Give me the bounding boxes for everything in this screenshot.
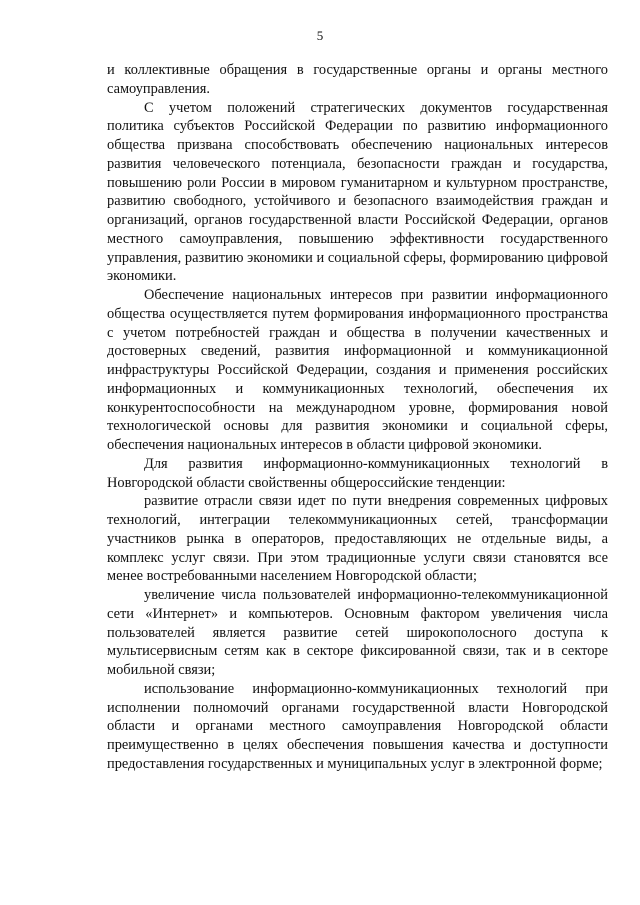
page-number: 5 — [316, 28, 324, 43]
paragraph-2: С учетом положений стратегических документов государственная политика субъектов Российской Федерации по развитию информационного общества призвана способствовать обеспечению национальных интересов развития человеческого потенциала, безопасности граждан и государства, повышению роли России в мировом гуманитарном и культурном пространстве, развитию свободного, устойчивого и безопасного взаимодействия граждан и организаций, органов государственной власти Российской Федерации, органов местного самоуправления, повышению эффективности государственного управления, развитию экономики и социальной сферы, формированию цифровой экономики. — [107, 99, 608, 285]
paragraph-1: и коллективные обращения в государственные органы и органы местного самоуправления. — [107, 62, 608, 97]
paragraph-3: Обеспечение национальных интересов при развитии информационного общества осуществляется путем формирования информационного пространства с учетом потребностей граждан и общества в получении качественных и достоверных сведений, развития информационной и коммуникационной инфраструктуры Российской Федерации, создания и применения российских информационных и коммуникационных технологий, обеспечения их конкурентоспособности на международном уровне, формирования новой технологической основы для развития экономики и социальной сферы, обеспечения национальных интересов в области цифровой экономики. — [107, 287, 608, 453]
paragraph-6: увеличение числа пользователей информационно-телекоммуникационной сети «Интернет» и компьютеров. Основным фактором увеличения числа пользователей является развитие сетей широкополосного доступа к мультисервисным сетям как в секторе фиксированной связи, так и в секторе мобильной связи; — [107, 587, 608, 678]
paragraph-4: Для развития информационно-коммуникационных технологий в Новгородской области свойственны общероссийские тенденции: — [107, 455, 608, 491]
paragraph-5: развитие отрасли связи идет по пути внедрения современных цифровых технологий, интеграции телекоммуникационных сетей, трансформации участников рынка в операторов, предоставляющих не отдельные виды, а комплекс услуг связи. При этом традиционные услуги связи становятся все менее востребованными населением Новгородской области; — [107, 493, 608, 585]
paragraph-7: использование информационно-коммуникационных технологий при исполнении полномочий органами государственной власти Новгородской области и органами местного самоуправления Новгородской области преимущественно в целях обеспечения повышения качества и доступности предоставления государственных и муниципальных услуг в электронной форме; — [107, 680, 608, 772]
document-body — [107, 61, 608, 774]
